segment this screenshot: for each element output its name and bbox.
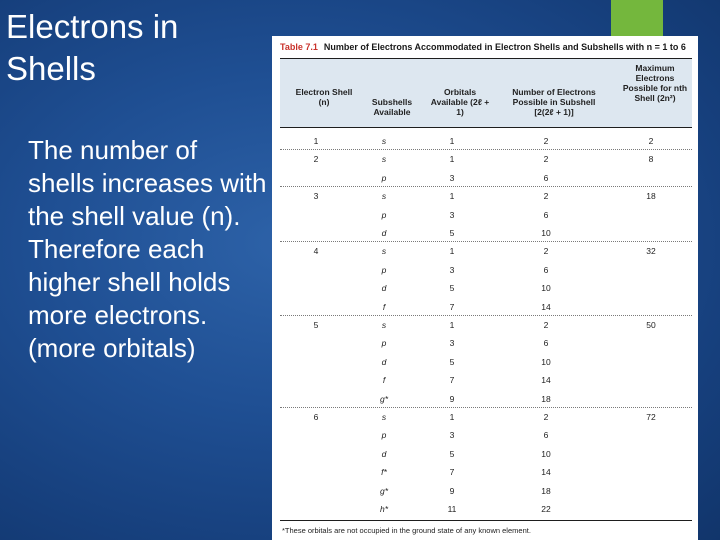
table-cell-sub: g* [379, 393, 389, 404]
table-cell-sub: f [382, 375, 386, 386]
table-cell-e: 22 [541, 504, 551, 514]
table-cell-n: 3 [313, 191, 319, 202]
table-cell-orb: 5 [449, 283, 455, 294]
header-max: Maximum Electrons Possible for nth Shell (2n²) [622, 63, 688, 103]
table-header [280, 58, 692, 128]
table-cell-orb: 5 [449, 228, 455, 238]
table-cell-e: 2 [543, 412, 549, 422]
table-cell-orb: 5 [449, 448, 455, 459]
table-cell-sub: f* [381, 467, 387, 478]
table-cell-orb: 1 [449, 412, 455, 422]
table-cell-sub: h* [379, 504, 389, 514]
table-cell-orb: 9 [449, 393, 455, 404]
electron-shell-table [272, 36, 698, 540]
table-cell-orb: 1 [449, 191, 455, 202]
table-cell-e: 2 [543, 246, 549, 257]
table-cell-orb: 3 [449, 430, 455, 441]
table-cell-sub: p [381, 430, 387, 441]
table-cell-sub: s [381, 154, 387, 165]
slide-title: Electrons in Shells [6, 8, 179, 87]
table-cell-orb: 5 [449, 356, 455, 367]
table-cell-orb: 1 [449, 154, 455, 165]
table-cell-sub: d [381, 283, 387, 294]
table-cell-sub: s [381, 136, 387, 146]
header-shell: Electron Shell (n) [295, 87, 353, 107]
table-cell-max: 72 [646, 412, 656, 422]
table-cell-sub: p [381, 209, 387, 220]
table-cell-e: 14 [541, 467, 551, 478]
table-cell-e: 6 [543, 209, 549, 220]
table-cell-max: 2 [648, 136, 654, 146]
table-cell-e: 2 [543, 136, 549, 146]
table-cell-sub: p [381, 338, 387, 349]
shell-separator [280, 186, 692, 187]
table-cell-e: 14 [541, 375, 551, 386]
body-paragraph-2: Therefore each higher shell holds more electrons. (more orbitals) [28, 234, 231, 363]
table-cell-orb: 3 [449, 172, 455, 183]
table-cell-e: 10 [541, 283, 551, 294]
table-cell-n: 4 [313, 246, 319, 257]
table-cell-n: 2 [313, 154, 319, 165]
table-cell-e: 18 [541, 485, 551, 496]
slide-body [28, 134, 268, 365]
table-cell-sub: p [381, 264, 387, 275]
table-cell-sub: d [381, 228, 387, 238]
table-bottom-rule [280, 520, 692, 521]
table-cell-sub: p [381, 172, 387, 183]
body-paragraph-1: The number of shells increases with the shell value (n). [28, 135, 267, 231]
table-cell-orb: 7 [449, 375, 455, 386]
table-number: Table 7.1 [280, 42, 318, 52]
header-subshells: Subshells Available [371, 97, 413, 117]
shell-separator [280, 241, 692, 242]
table-cell-sub: s [381, 412, 387, 422]
table-footnote: *These orbitals are not occupied in the ground state of any known element. [282, 526, 531, 535]
table-cell-orb: 3 [449, 264, 455, 275]
table-caption [280, 42, 686, 52]
table-cell-orb: 3 [449, 209, 455, 220]
header-orbitals: Orbitals Available (2ℓ + 1) [430, 87, 490, 117]
table-cell-sub: d [381, 448, 387, 459]
table-cell-e: 14 [541, 301, 551, 312]
table-cell-max: 18 [646, 191, 656, 202]
table-cell-max: 8 [648, 154, 654, 165]
table-cell-e: 10 [541, 448, 551, 459]
table-cell-e: 2 [543, 191, 549, 202]
table-cell-sub: f [382, 301, 386, 312]
table-cell-orb: 1 [449, 320, 455, 330]
table-cell-orb: 7 [449, 467, 455, 478]
table-cell-orb: 7 [449, 301, 455, 312]
table-cell-e: 6 [543, 430, 549, 441]
table-cell-e: 2 [543, 320, 549, 330]
table-cell-orb: 9 [449, 485, 455, 496]
table-cell-max: 50 [646, 320, 656, 330]
table-cell-n: 5 [313, 320, 319, 330]
table-cell-e: 18 [541, 393, 551, 404]
table-cell-orb: 1 [449, 136, 455, 146]
table-cell-e: 2 [543, 154, 549, 165]
table-cell-e: 6 [543, 264, 549, 275]
table-caption-text: Number of Electrons Accommodated in Electron Shells and Subshells with n = 1 to 6 [323, 42, 686, 52]
shell-separator [280, 407, 692, 408]
table-cell-sub: s [381, 320, 387, 330]
table-cell-n: 6 [313, 412, 319, 422]
header-electrons: Number of Electrons Possible in Subshell [2(2ℓ + 1)] [512, 87, 596, 117]
table-cell-sub: s [381, 246, 387, 257]
shell-separator [280, 149, 692, 150]
shell-separator [280, 315, 692, 316]
table-cell-e: 10 [541, 228, 551, 238]
table-cell-e: 6 [543, 338, 549, 349]
table-cell-e: 6 [543, 172, 549, 183]
table-cell-sub: s [381, 191, 387, 202]
table-cell-orb: 3 [449, 338, 455, 349]
table-cell-sub: g* [379, 485, 389, 496]
table-cell-orb: 11 [447, 504, 457, 514]
table-cell-sub: d [381, 356, 387, 367]
table-cell-e: 10 [541, 356, 551, 367]
table-cell-orb: 1 [449, 246, 455, 257]
table-cell-n: 1 [313, 136, 319, 146]
table-cell-max: 32 [646, 246, 656, 257]
